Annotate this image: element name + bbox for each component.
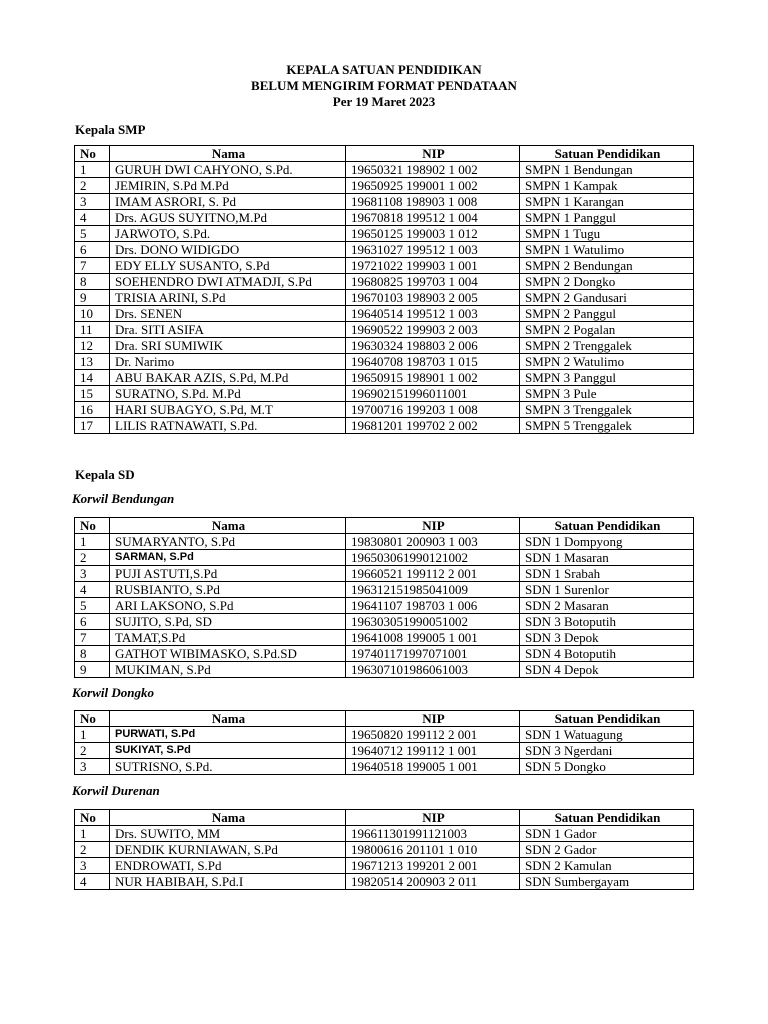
- cell-nip: 19631027 199512 1 003: [346, 242, 520, 258]
- table-row: [75, 534, 694, 550]
- cell-satuan: SDN 1 Watuagung: [520, 727, 694, 743]
- cell-nip: 19830801 200903 1 003: [346, 534, 520, 550]
- cell-no: 6: [75, 614, 110, 630]
- table-row: [75, 370, 694, 386]
- cell-nama: SARMAN, S.Pd: [110, 550, 346, 566]
- dongko-table: [74, 710, 694, 775]
- cell-nama: ABU BAKAR AZIS, S.Pd, M.Pd: [110, 370, 346, 386]
- cell-satuan: SDN 4 Depok: [520, 662, 694, 678]
- bendungan-table: [74, 517, 694, 678]
- column-header-satuan: Satuan Pendidikan: [520, 711, 694, 727]
- column-header-nip: NIP: [346, 810, 520, 826]
- cell-satuan: SDN 4 Botoputih: [520, 646, 694, 662]
- cell-no: 3: [75, 566, 110, 582]
- table-row: [75, 306, 694, 322]
- cell-no: 12: [75, 338, 110, 354]
- cell-no: 16: [75, 402, 110, 418]
- cell-nama: JEMIRIN, S.Pd M.Pd: [110, 178, 346, 194]
- cell-satuan: SDN Sumbergayam: [520, 874, 694, 890]
- cell-satuan: SDN 2 Gador: [520, 842, 694, 858]
- table-row: [75, 874, 694, 890]
- cell-nama: MUKIMAN, S.Pd: [110, 662, 346, 678]
- column-header-no: No: [75, 711, 110, 727]
- table-row: [75, 258, 694, 274]
- cell-no: 3: [75, 759, 110, 775]
- cell-nama: IMAM ASRORI, S. Pd: [110, 194, 346, 210]
- cell-no: 2: [75, 743, 110, 759]
- cell-nip: 19670103 198903 2 005: [346, 290, 520, 306]
- cell-no: 14: [75, 370, 110, 386]
- column-header-no: No: [75, 810, 110, 826]
- cell-no: 4: [75, 874, 110, 890]
- table-row: [75, 386, 694, 402]
- korwil-durenan-heading: Korwil Durenan: [72, 783, 160, 798]
- cell-nip: 19640708 198703 1 015: [346, 354, 520, 370]
- cell-no: 4: [75, 210, 110, 226]
- cell-satuan: SDN 3 Ngerdani: [520, 743, 694, 759]
- cell-nip: 196611301991121003: [346, 826, 520, 842]
- cell-satuan: SMPN 3 Pule: [520, 386, 694, 402]
- table-row: [75, 290, 694, 306]
- cell-satuan: SDN 2 Masaran: [520, 598, 694, 614]
- cell-nama: SUTRISNO, S.Pd.: [110, 759, 346, 775]
- cell-nama: GURUH DWI CAHYONO, S.Pd.: [110, 162, 346, 178]
- column-header-satuan: Satuan Pendidikan: [520, 146, 694, 162]
- cell-satuan: SDN 3 Botoputih: [520, 614, 694, 630]
- cell-satuan: SDN 1 Srabah: [520, 566, 694, 582]
- cell-nip: 19670818 199512 1 004: [346, 210, 520, 226]
- table-row: [75, 226, 694, 242]
- cell-nama: LILIS RATNAWATI, S.Pd.: [110, 418, 346, 434]
- cell-nama: ARI LAKSONO, S.Pd: [110, 598, 346, 614]
- table-row: [75, 842, 694, 858]
- cell-satuan: SMPN 3 Panggul: [520, 370, 694, 386]
- cell-nama: SURATNO, S.Pd. M.Pd: [110, 386, 346, 402]
- smp-table-body: [75, 162, 694, 434]
- cell-nip: 19820514 200903 2 011: [346, 874, 520, 890]
- cell-nip: 19721022 199903 1 001: [346, 258, 520, 274]
- cell-nama: ENDROWATI, S.Pd: [110, 858, 346, 874]
- cell-satuan: SDN 1 Masaran: [520, 550, 694, 566]
- cell-no: 9: [75, 662, 110, 678]
- cell-nama: SOEHENDRO DWI ATMADJI, S.Pd: [110, 274, 346, 290]
- cell-nip: 19680825 199703 1 004: [346, 274, 520, 290]
- cell-no: 1: [75, 727, 110, 743]
- table-row: [75, 727, 694, 743]
- cell-satuan: SMPN 2 Panggul: [520, 306, 694, 322]
- column-header-nip: NIP: [346, 518, 520, 534]
- cell-nama: GATHOT WIBIMASKO, S.Pd.SD: [110, 646, 346, 662]
- korwil-dongko-heading: Korwil Dongko: [72, 685, 154, 700]
- table-row: [75, 630, 694, 646]
- cell-satuan: SMPN 2 Trenggalek: [520, 338, 694, 354]
- cell-nama: TRISIA ARINI, S.Pd: [110, 290, 346, 306]
- table-row: [75, 646, 694, 662]
- cell-nip: 19690522 199903 2 003: [346, 322, 520, 338]
- cell-nama: NUR HABIBAH, S.Pd.I: [110, 874, 346, 890]
- cell-satuan: SMPN 1 Tugu: [520, 226, 694, 242]
- column-header-nip: NIP: [346, 146, 520, 162]
- cell-satuan: SMPN 1 Karangan: [520, 194, 694, 210]
- table-header-row: [75, 146, 694, 162]
- cell-no: 2: [75, 550, 110, 566]
- table-row: [75, 759, 694, 775]
- cell-nip: 196902151996011001: [346, 386, 520, 402]
- cell-satuan: SMPN 2 Gandusari: [520, 290, 694, 306]
- cell-nip: 196312151985041009: [346, 582, 520, 598]
- cell-nip: 19800616 201101 1 010: [346, 842, 520, 858]
- bendungan-table-body: [75, 534, 694, 678]
- cell-nip: 19641107 198703 1 006: [346, 598, 520, 614]
- cell-satuan: SMPN 1 Bendungan: [520, 162, 694, 178]
- table-row: [75, 210, 694, 226]
- cell-satuan: SMPN 2 Bendungan: [520, 258, 694, 274]
- cell-nama: Dra. SRI SUMIWIK: [110, 338, 346, 354]
- cell-nip: 19650915 198901 1 002: [346, 370, 520, 386]
- cell-nip: 19660521 199112 2 001: [346, 566, 520, 582]
- section-heading-smp: Kepala SMP: [75, 122, 146, 137]
- table-header-row: [75, 518, 694, 534]
- table-row: [75, 194, 694, 210]
- cell-no: 1: [75, 826, 110, 842]
- table-header-row: [75, 810, 694, 826]
- table-row: [75, 826, 694, 842]
- cell-no: 17: [75, 418, 110, 434]
- cell-satuan: SDN 2 Kamulan: [520, 858, 694, 874]
- document-title-line-2: BELUM MENGIRIM FORMAT PENDATAAN: [251, 78, 517, 93]
- column-header-satuan: Satuan Pendidikan: [520, 518, 694, 534]
- cell-satuan: SMPN 2 Dongko: [520, 274, 694, 290]
- table-row: [75, 162, 694, 178]
- cell-nip: 19681201 199702 2 002: [346, 418, 520, 434]
- cell-nip: 197401171997071001: [346, 646, 520, 662]
- document-title-block: [0, 62, 768, 110]
- table-row: [75, 598, 694, 614]
- cell-nama: SUMARYANTO, S.Pd: [110, 534, 346, 550]
- table-row: [75, 178, 694, 194]
- cell-satuan: SDN 1 Gador: [520, 826, 694, 842]
- cell-nip: 19681108 198903 1 008: [346, 194, 520, 210]
- table-row: [75, 743, 694, 759]
- cell-no: 15: [75, 386, 110, 402]
- cell-nama: Drs. AGUS SUYITNO,M.Pd: [110, 210, 346, 226]
- cell-nama: PUJI ASTUTI,S.Pd: [110, 566, 346, 582]
- cell-no: 10: [75, 306, 110, 322]
- cell-nama: RUSBIANTO, S.Pd: [110, 582, 346, 598]
- cell-nip: 19650820 199112 2 001: [346, 727, 520, 743]
- durenan-table-body: [75, 826, 694, 890]
- cell-nama: TAMAT,S.Pd: [110, 630, 346, 646]
- table-row: [75, 418, 694, 434]
- table-row: [75, 274, 694, 290]
- cell-satuan: SMPN 1 Panggul: [520, 210, 694, 226]
- cell-satuan: SMPN 1 Watulimo: [520, 242, 694, 258]
- table-row: [75, 550, 694, 566]
- cell-nip: 19650925 199001 1 002: [346, 178, 520, 194]
- cell-nip: 19650125 199003 1 012: [346, 226, 520, 242]
- table-row: [75, 662, 694, 678]
- table-row: [75, 242, 694, 258]
- column-header-nama: Nama: [110, 711, 346, 727]
- cell-nip: 19640518 199005 1 001: [346, 759, 520, 775]
- cell-nip: 19630324 198803 2 006: [346, 338, 520, 354]
- column-header-nip: NIP: [346, 711, 520, 727]
- cell-no: 1: [75, 534, 110, 550]
- cell-no: 11: [75, 322, 110, 338]
- column-header-no: No: [75, 518, 110, 534]
- column-header-nama: Nama: [110, 518, 346, 534]
- column-header-no: No: [75, 146, 110, 162]
- cell-nama: SUKIYAT, S.Pd: [110, 743, 346, 759]
- cell-nama: SUJITO, S.Pd, SD: [110, 614, 346, 630]
- column-header-satuan: Satuan Pendidikan: [520, 810, 694, 826]
- cell-satuan: SDN 5 Dongko: [520, 759, 694, 775]
- document-date: Per 19 Maret 2023: [332, 94, 436, 109]
- cell-no: 8: [75, 274, 110, 290]
- cell-nama: Drs. DONO WIDIGDO: [110, 242, 346, 258]
- table-row: [75, 614, 694, 630]
- cell-nip: 19640712 199112 1 001: [346, 743, 520, 759]
- cell-nip: 19640514 199512 1 003: [346, 306, 520, 322]
- cell-no: 8: [75, 646, 110, 662]
- cell-no: 2: [75, 178, 110, 194]
- table-row: [75, 582, 694, 598]
- cell-nama: EDY ELLY SUSANTO, S.Pd: [110, 258, 346, 274]
- cell-nama: Dr. Narimo: [110, 354, 346, 370]
- cell-satuan: SMPN 2 Watulimo: [520, 354, 694, 370]
- cell-satuan: SMPN 1 Kampak: [520, 178, 694, 194]
- cell-nama: Dra. SITI ASIFA: [110, 322, 346, 338]
- cell-nip: 19641008 199005 1 001: [346, 630, 520, 646]
- table-row: [75, 858, 694, 874]
- cell-nama: JARWOTO, S.Pd.: [110, 226, 346, 242]
- cell-nip: 196503061990121002: [346, 550, 520, 566]
- cell-nama: Drs. SENEN: [110, 306, 346, 322]
- cell-no: 7: [75, 258, 110, 274]
- dongko-table-body: [75, 727, 694, 775]
- cell-nip: 19700716 199203 1 008: [346, 402, 520, 418]
- cell-satuan: SDN 1 Dompyong: [520, 534, 694, 550]
- cell-satuan: SDN 3 Depok: [520, 630, 694, 646]
- cell-nip: 19650321 198902 1 002: [346, 162, 520, 178]
- cell-nip: 196303051990051002: [346, 614, 520, 630]
- cell-nama: DENDIK KURNIAWAN, S.Pd: [110, 842, 346, 858]
- cell-nama: Drs. SUWITO, MM: [110, 826, 346, 842]
- table-header-row: [75, 711, 694, 727]
- section-heading-sd: Kepala SD: [75, 467, 135, 482]
- cell-nip: 196307101986061003: [346, 662, 520, 678]
- cell-no: 9: [75, 290, 110, 306]
- cell-no: 1: [75, 162, 110, 178]
- table-row: [75, 322, 694, 338]
- cell-nama: HARI SUBAGYO, S.Pd, M.T: [110, 402, 346, 418]
- korwil-bendungan-heading: Korwil Bendungan: [72, 491, 175, 506]
- column-header-nama: Nama: [110, 146, 346, 162]
- cell-no: 5: [75, 226, 110, 242]
- table-row: [75, 338, 694, 354]
- cell-satuan: SMPN 5 Trenggalek: [520, 418, 694, 434]
- cell-satuan: SMPN 3 Trenggalek: [520, 402, 694, 418]
- cell-no: 3: [75, 194, 110, 210]
- cell-nama: PURWATI, S.Pd: [110, 727, 346, 743]
- cell-satuan: SDN 1 Surenlor: [520, 582, 694, 598]
- smp-table: [74, 145, 694, 434]
- cell-no: 2: [75, 842, 110, 858]
- table-row: [75, 354, 694, 370]
- cell-no: 6: [75, 242, 110, 258]
- table-row: [75, 402, 694, 418]
- cell-no: 5: [75, 598, 110, 614]
- durenan-table: [74, 809, 694, 890]
- cell-satuan: SMPN 2 Pogalan: [520, 322, 694, 338]
- cell-no: 4: [75, 582, 110, 598]
- cell-no: 3: [75, 858, 110, 874]
- cell-no: 7: [75, 630, 110, 646]
- cell-nip: 19671213 199201 2 001: [346, 858, 520, 874]
- table-row: [75, 566, 694, 582]
- document-title-line-1: KEPALA SATUAN PENDIDIKAN: [286, 62, 482, 77]
- cell-no: 13: [75, 354, 110, 370]
- column-header-nama: Nama: [110, 810, 346, 826]
